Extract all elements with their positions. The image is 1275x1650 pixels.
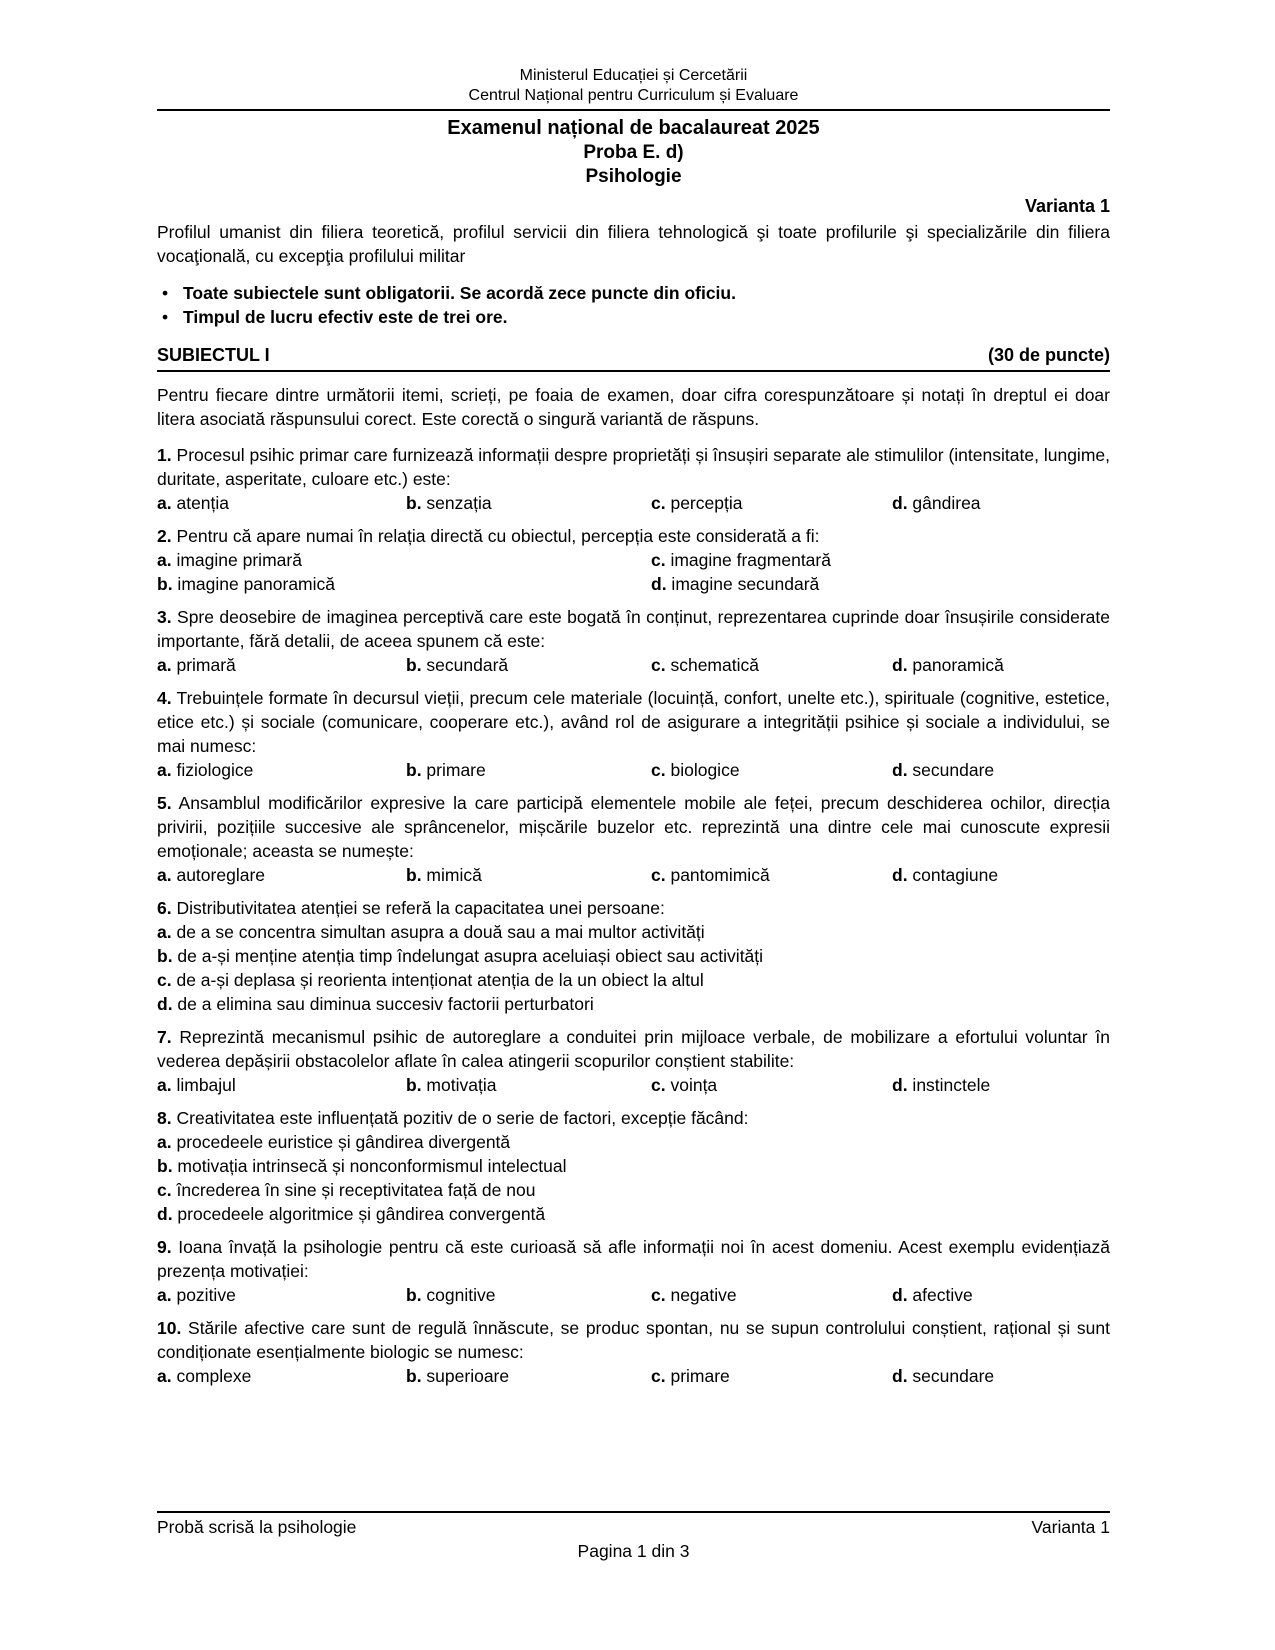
question-options bbox=[157, 548, 1110, 596]
exam-rules bbox=[157, 281, 1110, 329]
option-text: primare bbox=[665, 1366, 730, 1386]
question-5-option-b bbox=[406, 863, 651, 887]
option-text: secundară bbox=[421, 655, 509, 675]
option-letter: d. bbox=[892, 1366, 908, 1386]
option-text: complexe bbox=[171, 1366, 252, 1386]
option-text: de a-și deplasa și reorienta intenționat atenția de la un obiect la altul bbox=[171, 970, 704, 990]
question-6-option-b bbox=[157, 944, 1110, 968]
option-letter: a. bbox=[157, 1366, 172, 1386]
option-letter: b. bbox=[406, 493, 422, 513]
option-letter: d. bbox=[892, 865, 908, 885]
option-letter: b. bbox=[406, 1285, 422, 1305]
section-instructions: Pentru fiecare dintre următorii itemi, scrieți, pe foaia de examen, doar cifra corespunzătoare și notați în dreptul ei doar litera asociată răspunsului corect. Este corectă o singură variantă de răspuns. bbox=[157, 385, 1110, 429]
question-7 bbox=[157, 1025, 1110, 1097]
option-letter: a. bbox=[157, 1075, 172, 1095]
option-text: mimică bbox=[421, 865, 482, 885]
option-letter: b. bbox=[406, 760, 422, 780]
question-4-option-a bbox=[157, 758, 406, 782]
option-letter: a. bbox=[157, 922, 172, 942]
section-title: SUBIECTUL I bbox=[157, 345, 270, 365]
exam-proba: Proba E. d) bbox=[583, 142, 684, 163]
option-text: schematică bbox=[665, 655, 759, 675]
question-6 bbox=[157, 896, 1110, 1016]
option-letter: c. bbox=[651, 1075, 666, 1095]
option-letter: c. bbox=[651, 865, 666, 885]
option-text: imagine secundară bbox=[666, 574, 820, 594]
option-text: de a se concentra simultan asupra a două sau a mai multor activități bbox=[171, 922, 705, 942]
option-letter: d. bbox=[157, 1204, 173, 1224]
question-8 bbox=[157, 1106, 1110, 1226]
question-body: Creativitatea este influențată pozitiv de o serie de factori, excepție făcând: bbox=[176, 1108, 749, 1128]
rule-text: Timpul de lucru efectiv este de trei ore. bbox=[183, 307, 508, 327]
question-3-option-b bbox=[406, 653, 651, 677]
option-text: negative bbox=[665, 1285, 737, 1305]
question-body: Spre deosebire de imaginea perceptivă care este bogată în conținut, reprezentarea cuprinde doar însușirile considerate importante, fără detalii, de aceea spunem că este: bbox=[157, 607, 1110, 651]
question-options bbox=[157, 758, 1110, 782]
question-options bbox=[157, 1073, 1110, 1097]
question-2-option-a bbox=[157, 548, 651, 572]
question-text bbox=[157, 605, 1110, 653]
question-9-option-b bbox=[406, 1283, 651, 1307]
question-body: Distributivitatea atenției se referă la capacitatea unei persoane: bbox=[176, 898, 665, 918]
question-4-option-b bbox=[406, 758, 651, 782]
question-10-option-c bbox=[651, 1364, 892, 1388]
option-letter: a. bbox=[157, 760, 172, 780]
option-letter: d. bbox=[157, 994, 173, 1014]
question-7-option-d bbox=[892, 1073, 1110, 1097]
bullet-icon: • bbox=[162, 283, 169, 303]
question-options bbox=[157, 653, 1110, 677]
question-options bbox=[157, 491, 1110, 515]
option-text: autoreglare bbox=[171, 865, 266, 885]
option-letter: b. bbox=[406, 865, 422, 885]
question-number: 5. bbox=[157, 793, 172, 813]
option-letter: a. bbox=[157, 550, 172, 570]
footer-exam-name: Probă scrisă la psihologie bbox=[157, 1517, 357, 1537]
question-9-option-d bbox=[892, 1283, 1110, 1307]
question-7-option-c bbox=[651, 1073, 892, 1097]
question-text bbox=[157, 791, 1110, 863]
option-letter: c. bbox=[651, 655, 666, 675]
option-text: motivația intrinsecă și nonconformismul intelectual bbox=[172, 1156, 567, 1176]
question-options bbox=[157, 863, 1110, 887]
option-letter: b. bbox=[157, 574, 173, 594]
question-9-option-c bbox=[651, 1283, 892, 1307]
section-points: (30 de puncte) bbox=[987, 345, 1110, 365]
option-letter: b. bbox=[157, 1156, 173, 1176]
ministry-line-1: Ministerul Educației și Cercetării bbox=[519, 67, 748, 84]
question-2 bbox=[157, 524, 1110, 596]
page-number: Pagina 1 din 3 bbox=[577, 1541, 690, 1561]
option-text: de a-și menține atenția timp îndelungat asupra aceluiași obiect sau activități bbox=[172, 946, 764, 966]
option-letter: b. bbox=[406, 1366, 422, 1386]
question-6-option-c bbox=[157, 968, 1110, 992]
question-3-option-d bbox=[892, 653, 1110, 677]
question-text bbox=[157, 686, 1110, 758]
option-letter: d. bbox=[892, 1075, 908, 1095]
option-letter: d. bbox=[892, 760, 908, 780]
question-1 bbox=[157, 443, 1110, 515]
exam-title: Examenul național de bacalaureat 2025 bbox=[447, 117, 820, 139]
question-body: Stările afective care sunt de regulă înnăscute, se produc spontan, nu se supun controlului conștient, rațional și sunt condiționate esențialmente biologic se numesc: bbox=[157, 1318, 1110, 1362]
option-text: motivația bbox=[421, 1075, 497, 1095]
option-letter: a. bbox=[157, 865, 172, 885]
question-text bbox=[157, 1106, 1110, 1130]
option-letter: d. bbox=[892, 493, 908, 513]
rule-item bbox=[157, 281, 1110, 305]
option-letter: b. bbox=[406, 655, 422, 675]
exam-page bbox=[157, 0, 1110, 1650]
question-9 bbox=[157, 1235, 1110, 1307]
question-3 bbox=[157, 605, 1110, 677]
question-body: Pentru că apare numai în relația directă cu obiectul, percepția este considerată a fi: bbox=[176, 526, 820, 546]
question-number: 1. bbox=[157, 445, 172, 465]
section-header bbox=[157, 343, 1110, 372]
footer-row bbox=[157, 1515, 1110, 1539]
option-letter: a. bbox=[157, 655, 172, 675]
option-letter: d. bbox=[892, 1285, 908, 1305]
option-text: limbajul bbox=[171, 1075, 236, 1095]
question-2-option-c bbox=[651, 548, 1110, 572]
option-letter: d. bbox=[651, 574, 667, 594]
question-number: 8. bbox=[157, 1108, 172, 1128]
exam-subject: Psihologie bbox=[585, 166, 682, 187]
question-8-option-c bbox=[157, 1178, 1110, 1202]
question-9-option-a bbox=[157, 1283, 406, 1307]
option-letter: a. bbox=[157, 493, 172, 513]
question-options bbox=[157, 1364, 1110, 1388]
option-text: cognitive bbox=[421, 1285, 496, 1305]
question-6-option-d bbox=[157, 992, 1110, 1016]
option-letter: b. bbox=[157, 946, 173, 966]
question-1-option-c bbox=[651, 491, 892, 515]
ministry-line-2: Centrul Național pentru Curriculum și Evaluare bbox=[468, 87, 799, 104]
question-4-option-d bbox=[892, 758, 1110, 782]
question-number: 2. bbox=[157, 526, 172, 546]
option-text: primară bbox=[171, 655, 236, 675]
question-body: Trebuințele formate în decursul vieții, precum cele materiale (locuință, confort, unelte etc.), spirituale (cognitive, estetice, etice etc.) și sociale (comunicare, cooperare etc.), având rol de asigurare a integrității psihice și sociale a individului, se mai numesc: bbox=[157, 688, 1110, 756]
question-body: Procesul psihic primar care furnizează informații despre proprietăți și însușiri separate ale stimulilor (intensitate, lungime, duritate, asperitate, culoare etc.) este: bbox=[157, 445, 1110, 489]
option-letter: a. bbox=[157, 1132, 172, 1152]
header-divider bbox=[157, 109, 1110, 111]
question-text bbox=[157, 1316, 1110, 1364]
question-10-option-a bbox=[157, 1364, 406, 1388]
question-number: 9. bbox=[157, 1237, 172, 1257]
option-text: contagiune bbox=[907, 865, 999, 885]
option-text: instinctele bbox=[907, 1075, 991, 1095]
option-letter: d. bbox=[892, 655, 908, 675]
bullet-icon: • bbox=[162, 307, 169, 327]
option-text: procedeele algoritmice și gândirea convergentă bbox=[172, 1204, 546, 1224]
option-text: imagine panoramică bbox=[172, 574, 336, 594]
question-text bbox=[157, 524, 1110, 548]
option-text: încrederea în sine și receptivitatea față de nou bbox=[171, 1180, 536, 1200]
option-letter: c. bbox=[651, 1366, 666, 1386]
question-body: Ansamblul modificărilor expresive la care participă elementele mobile ale feței, precum deschiderea ochilor, direcția privirii, pozițiile succesive ale sprâncenelor, mișcările buzelor etc. reprezintă una dintre cele mai cunoscute expresii emoționale; aceasta se numește: bbox=[157, 793, 1110, 861]
question-10 bbox=[157, 1316, 1110, 1388]
question-10-option-b bbox=[406, 1364, 651, 1388]
option-text: imagine fragmentară bbox=[665, 550, 831, 570]
option-letter: c. bbox=[651, 550, 666, 570]
option-text: voința bbox=[665, 1075, 718, 1095]
question-number: 7. bbox=[157, 1027, 172, 1047]
question-text bbox=[157, 896, 1110, 920]
option-letter: c. bbox=[651, 1285, 666, 1305]
variant-label: Varianta 1 bbox=[1024, 196, 1110, 216]
rule-text: Toate subiectele sunt obligatorii. Se acordă zece puncte din oficiu. bbox=[183, 283, 736, 303]
option-letter: c. bbox=[157, 1180, 172, 1200]
question-options bbox=[157, 1283, 1110, 1307]
page-footer bbox=[157, 1511, 1110, 1563]
question-options bbox=[157, 920, 1110, 1016]
question-4 bbox=[157, 686, 1110, 782]
footer-variant: Varianta 1 bbox=[1031, 1517, 1110, 1537]
question-5 bbox=[157, 791, 1110, 887]
option-letter: a. bbox=[157, 1285, 172, 1305]
option-letter: b. bbox=[406, 1075, 422, 1095]
rule-item bbox=[157, 305, 1110, 329]
option-text: biologice bbox=[665, 760, 740, 780]
option-letter: c. bbox=[157, 970, 172, 990]
option-text: fiziologice bbox=[171, 760, 254, 780]
option-text: senzația bbox=[421, 493, 492, 513]
question-1-option-a bbox=[157, 491, 406, 515]
option-text: de a elimina sau diminua succesiv factorii perturbatori bbox=[172, 994, 594, 1014]
question-4-option-c bbox=[651, 758, 892, 782]
question-body: Ioana învață la psihologie pentru că este curioasă să afle informații noi în acest domeniu. Acest exemplu evidențiază prezența motivației: bbox=[157, 1237, 1110, 1281]
option-text: secundare bbox=[907, 1366, 995, 1386]
question-8-option-b bbox=[157, 1154, 1110, 1178]
question-5-option-c bbox=[651, 863, 892, 887]
question-2-option-d bbox=[651, 572, 1110, 596]
question-5-option-a bbox=[157, 863, 406, 887]
option-text: imagine primară bbox=[171, 550, 302, 570]
question-text bbox=[157, 443, 1110, 491]
question-2-option-b bbox=[157, 572, 651, 596]
question-3-option-a bbox=[157, 653, 406, 677]
option-text: pantomimică bbox=[665, 865, 770, 885]
question-7-option-b bbox=[406, 1073, 651, 1097]
question-number: 6. bbox=[157, 898, 172, 918]
question-7-option-a bbox=[157, 1073, 406, 1097]
question-8-option-a bbox=[157, 1130, 1110, 1154]
question-1-option-b bbox=[406, 491, 651, 515]
question-text bbox=[157, 1025, 1110, 1073]
question-6-option-a bbox=[157, 920, 1110, 944]
option-text: panoramică bbox=[907, 655, 1004, 675]
option-text: gândirea bbox=[907, 493, 981, 513]
ministry-header bbox=[157, 0, 1110, 106]
option-letter: c. bbox=[651, 760, 666, 780]
option-text: percepția bbox=[665, 493, 743, 513]
option-text: superioare bbox=[421, 1366, 510, 1386]
option-text: procedeele euristice și gândirea divergentă bbox=[171, 1132, 511, 1152]
question-text bbox=[157, 1235, 1110, 1283]
option-text: secundare bbox=[907, 760, 995, 780]
option-letter: c. bbox=[651, 493, 666, 513]
question-body: Reprezintă mecanismul psihic de autoreglare a conduitei prin mijloace verbale, de mobilizare a efortului voluntar în vederea depășirii obstacolelor aflate în calea atingerii scopurilor conștient stabilite: bbox=[157, 1027, 1110, 1071]
question-1-option-d bbox=[892, 491, 1110, 515]
question-number: 4. bbox=[157, 688, 172, 708]
option-text: atenția bbox=[171, 493, 230, 513]
question-3-option-c bbox=[651, 653, 892, 677]
question-options bbox=[157, 1130, 1110, 1226]
option-text: primare bbox=[421, 760, 486, 780]
question-list bbox=[157, 443, 1110, 1388]
question-number: 3. bbox=[157, 607, 172, 627]
option-text: pozitive bbox=[171, 1285, 236, 1305]
option-text: afective bbox=[907, 1285, 973, 1305]
question-8-option-d bbox=[157, 1202, 1110, 1226]
profile-note: Profilul umanist din filiera teoretică, profilul servicii din filiera tehnologică şi toate profilurile şi specializările din filiera vocaţională, cu excepţia profilului militar bbox=[157, 222, 1110, 266]
question-5-option-d bbox=[892, 863, 1110, 887]
question-number: 10. bbox=[157, 1318, 182, 1338]
question-10-option-d bbox=[892, 1364, 1110, 1388]
